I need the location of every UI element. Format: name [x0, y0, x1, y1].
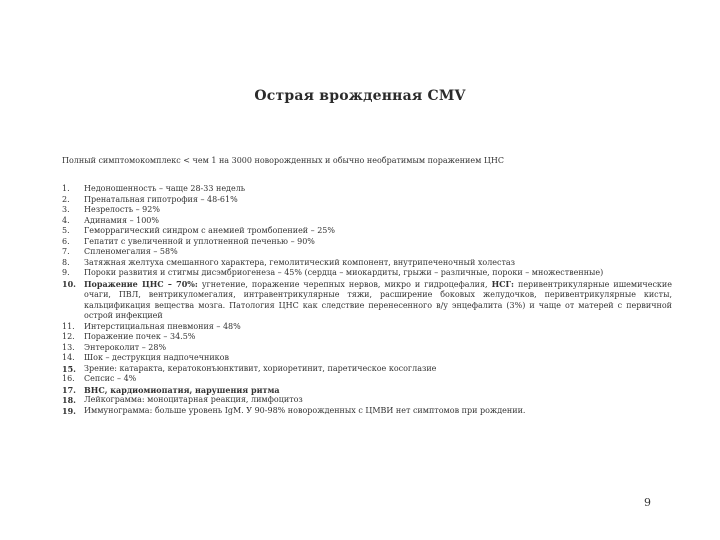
item-number: 6. [62, 236, 70, 246]
item-text: Спленомегалия – 58% [84, 247, 178, 256]
item-text: Зрение: катаракта, кератоконъюнктивит, хориоретинит, паретическое косоглазие [84, 363, 437, 373]
item-text: Энтероколит – 28% [84, 342, 167, 352]
item-number: 15. [62, 363, 76, 374]
list-item [62, 322, 672, 333]
item-text: Недоношенность – чаще 28-33 недель [84, 184, 246, 193]
item-number: 2. [62, 194, 70, 204]
list-item [62, 279, 672, 322]
item-text: ВНС, кардиомиопатия, нарушения ритма [84, 384, 280, 395]
list-item [62, 395, 672, 406]
item-number: 18. [62, 395, 76, 405]
item-number: 12. [62, 332, 75, 341]
item-text: Пренатальная гипотрофия – 48-61% [84, 194, 238, 204]
list-item [62, 226, 672, 237]
item-text: Интерстициальная пневмония – 48% [84, 321, 241, 331]
item-number: 7. [62, 247, 70, 256]
list-item [62, 406, 672, 417]
list-item [62, 268, 672, 279]
intro-text: Полный симптомокомплекс < чем 1 на 3000 новорожденных и обычно необратимым поражением ЦНС [62, 156, 504, 165]
item-number: 13. [62, 342, 75, 352]
item-text: Затяжная желтуха смешанного характера, гемолитический компонент, внутрипеченочный холестаз [84, 257, 516, 267]
item-number: 19. [62, 405, 76, 416]
item-number: 1. [62, 184, 70, 193]
item-text: Пороки развития и стигмы дисэмбриогенеза – 45% (сердца – миокардиты, грыжи – различные, пороки – множественные) [84, 268, 604, 277]
item-number: 17. [62, 384, 76, 395]
item-number: 8. [62, 257, 70, 267]
list-item [62, 353, 672, 364]
list-item [62, 205, 672, 216]
list-item [62, 247, 672, 258]
list-item [62, 258, 672, 269]
item-bold-lead: Поражение ЦНС – 70%: [84, 278, 198, 289]
item-number: 16. [62, 374, 75, 383]
item-number: 14. [62, 353, 75, 362]
list-item [62, 332, 672, 343]
item-text: Геморрагический синдром с анемией тромбопенией – 25% [84, 226, 335, 235]
item-text: Лейкограмма: моноцитарная реакция, лимфоцитоз [84, 395, 303, 404]
item-text: Сепсис – 4% [84, 374, 137, 383]
item-number: 9. [62, 268, 70, 277]
list-item [62, 237, 672, 248]
list-item [62, 216, 672, 227]
item-number: 10. [62, 278, 76, 289]
item-text-cns [84, 279, 672, 322]
item-text: Адинамия – 100% [84, 215, 159, 225]
list-item [62, 374, 672, 385]
item-text: Гепатит с увеличенной и уплотненной печенью – 90% [84, 236, 315, 246]
item-text-part: перивентрикулярные ишемические очаги, ПВЛ, вентрикуломегалия, интравентрикулярные тяжи, расширение боковых желудочков, перивентрикулярные кисты, кальцификация вещества мозга. Патология ЦНС как следствие перенесенного в/у энцефалита (3%) и чаще от матерей с первичной острой инфекцией [84, 279, 672, 320]
item-text: Шок – деструкция надпочечников [84, 353, 229, 362]
item-text-part: угнетение, поражение черепных нервов, микро и гидроцефалия, [197, 279, 492, 289]
item-number: 11. [62, 321, 75, 331]
list-item [62, 343, 672, 354]
symptom-list [62, 184, 672, 416]
list-item [62, 195, 672, 206]
item-number: 3. [62, 205, 70, 214]
item-text: Поражение почек – 34.5% [84, 332, 196, 341]
item-text: Иммунограмма: больше уровень IgM. У 90-98% новорожденных с ЦМВИ нет симптомов при рождении. [84, 405, 526, 415]
page-title: Острая врожденная CMV [254, 88, 466, 104]
item-number: 4. [62, 215, 70, 225]
list-item [62, 385, 672, 396]
page-number: 9 [644, 496, 651, 509]
list-item [62, 184, 672, 195]
item-number: 5. [62, 226, 70, 235]
list-item [62, 364, 672, 375]
item-bold-nsg: НСГ: [491, 278, 514, 289]
item-text: Незрелость – 92% [84, 205, 160, 214]
